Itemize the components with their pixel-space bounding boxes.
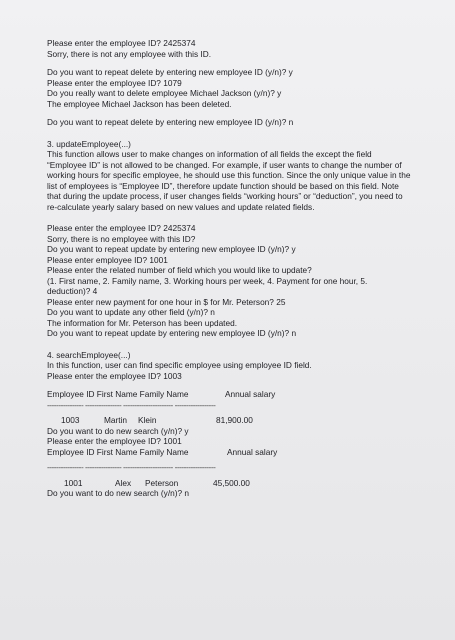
text-line: Please enter the related number of field which you would like to update? bbox=[47, 265, 312, 275]
cell-first-name: Alex bbox=[115, 477, 132, 488]
table-header-salary: Annual salary bbox=[227, 446, 278, 457]
table-header bbox=[47, 389, 417, 400]
text-line: Please enter employee ID? 1001 bbox=[47, 254, 168, 265]
table-separator: ---------------- ---------------- ---------------------- ------------------ bbox=[47, 399, 216, 410]
text-line: Do you want to update any other field (y/n)? n bbox=[47, 307, 215, 317]
table-separator: ---------------- ---------------- ---------------------- ------------------ bbox=[47, 462, 216, 472]
table-header-left: Employee ID First Name Family Name bbox=[47, 389, 189, 399]
table-row bbox=[47, 415, 417, 426]
text-line: Do you want to repeat delete by entering new employee ID (y/n)? n bbox=[47, 117, 294, 127]
text-line: Please enter the employee ID? 1001 bbox=[47, 436, 182, 446]
section-paragraph-update: This function allows user to make changes on information of all fields the except the field “Employee ID” is not allowed to be changed. For example, if user wants to change the number of working hours for specific employee, he should use this function. Since the only unique value in the list of employees is “Employee ID”, therefore update function should be based on this field. Note that during the update process, if user changes fields “working hours” or “deduction”, you need to re-calculate yearly salary based on new values and update related fields. bbox=[47, 149, 411, 212]
section-heading-search: 4. searchEmployee(...) bbox=[47, 349, 131, 360]
text-line: The information for Mr. Peterson has been updated. bbox=[47, 317, 238, 328]
cell-id: 1003 bbox=[61, 415, 80, 425]
table-header bbox=[47, 447, 417, 458]
text-line: (1. First name, 2. Family name, 3. Working hours per week, 4. Payment for one hour, 5. bbox=[47, 275, 368, 286]
document-body bbox=[47, 38, 417, 499]
text-line: Sorry, there is no employee with this ID? bbox=[47, 233, 196, 244]
text-line: Please enter the employee ID? 2425374 bbox=[47, 38, 196, 48]
text-line: Please enter the employee ID? 1079 bbox=[47, 77, 182, 88]
cell-first-name: Martin bbox=[104, 415, 128, 425]
cell-family-name: Klein bbox=[138, 415, 157, 425]
table-row bbox=[47, 478, 417, 489]
text-line: Do you want to repeat delete by entering new employee ID (y/n)? y bbox=[47, 67, 293, 77]
text-line: Please enter the employee ID? 2425374 bbox=[47, 223, 196, 233]
text-line: Do you want to repeat update by entering new employee ID (y/n)? n bbox=[47, 328, 297, 338]
text-line: Sorry, there is not any employee with this ID. bbox=[47, 48, 212, 59]
text-line: deduction)? 4 bbox=[47, 286, 98, 296]
text-line: Please enter the employee ID? 1003 bbox=[47, 370, 182, 381]
table-header-left: Employee ID First Name Family Name bbox=[47, 446, 189, 457]
cell-family-name: Peterson bbox=[145, 477, 179, 488]
text-line: In this function, user can find specific employee using employee ID field. bbox=[47, 360, 312, 370]
table-header-salary: Annual salary bbox=[225, 389, 276, 399]
section-heading-update: 3. updateEmployee(...) bbox=[47, 138, 131, 149]
cell-id: 1001 bbox=[64, 477, 83, 488]
cell-salary: 81,900.00 bbox=[216, 415, 253, 425]
text-line: Do you really want to delete employee Michael Jackson (y/n)? y bbox=[47, 88, 282, 98]
text-line: Please enter new payment for one hour in $ for Mr. Peterson? 25 bbox=[47, 296, 286, 307]
text-line: Do you want to do new search (y/n)? y bbox=[47, 425, 189, 436]
text-line: Do you want to repeat update by entering new employee ID (y/n)? y bbox=[47, 244, 296, 254]
text-line: The employee Michael Jackson has been deleted. bbox=[47, 98, 232, 109]
cell-salary: 45,500.00 bbox=[213, 477, 250, 488]
text-line: Do you want to do new search (y/n)? n bbox=[47, 488, 190, 498]
